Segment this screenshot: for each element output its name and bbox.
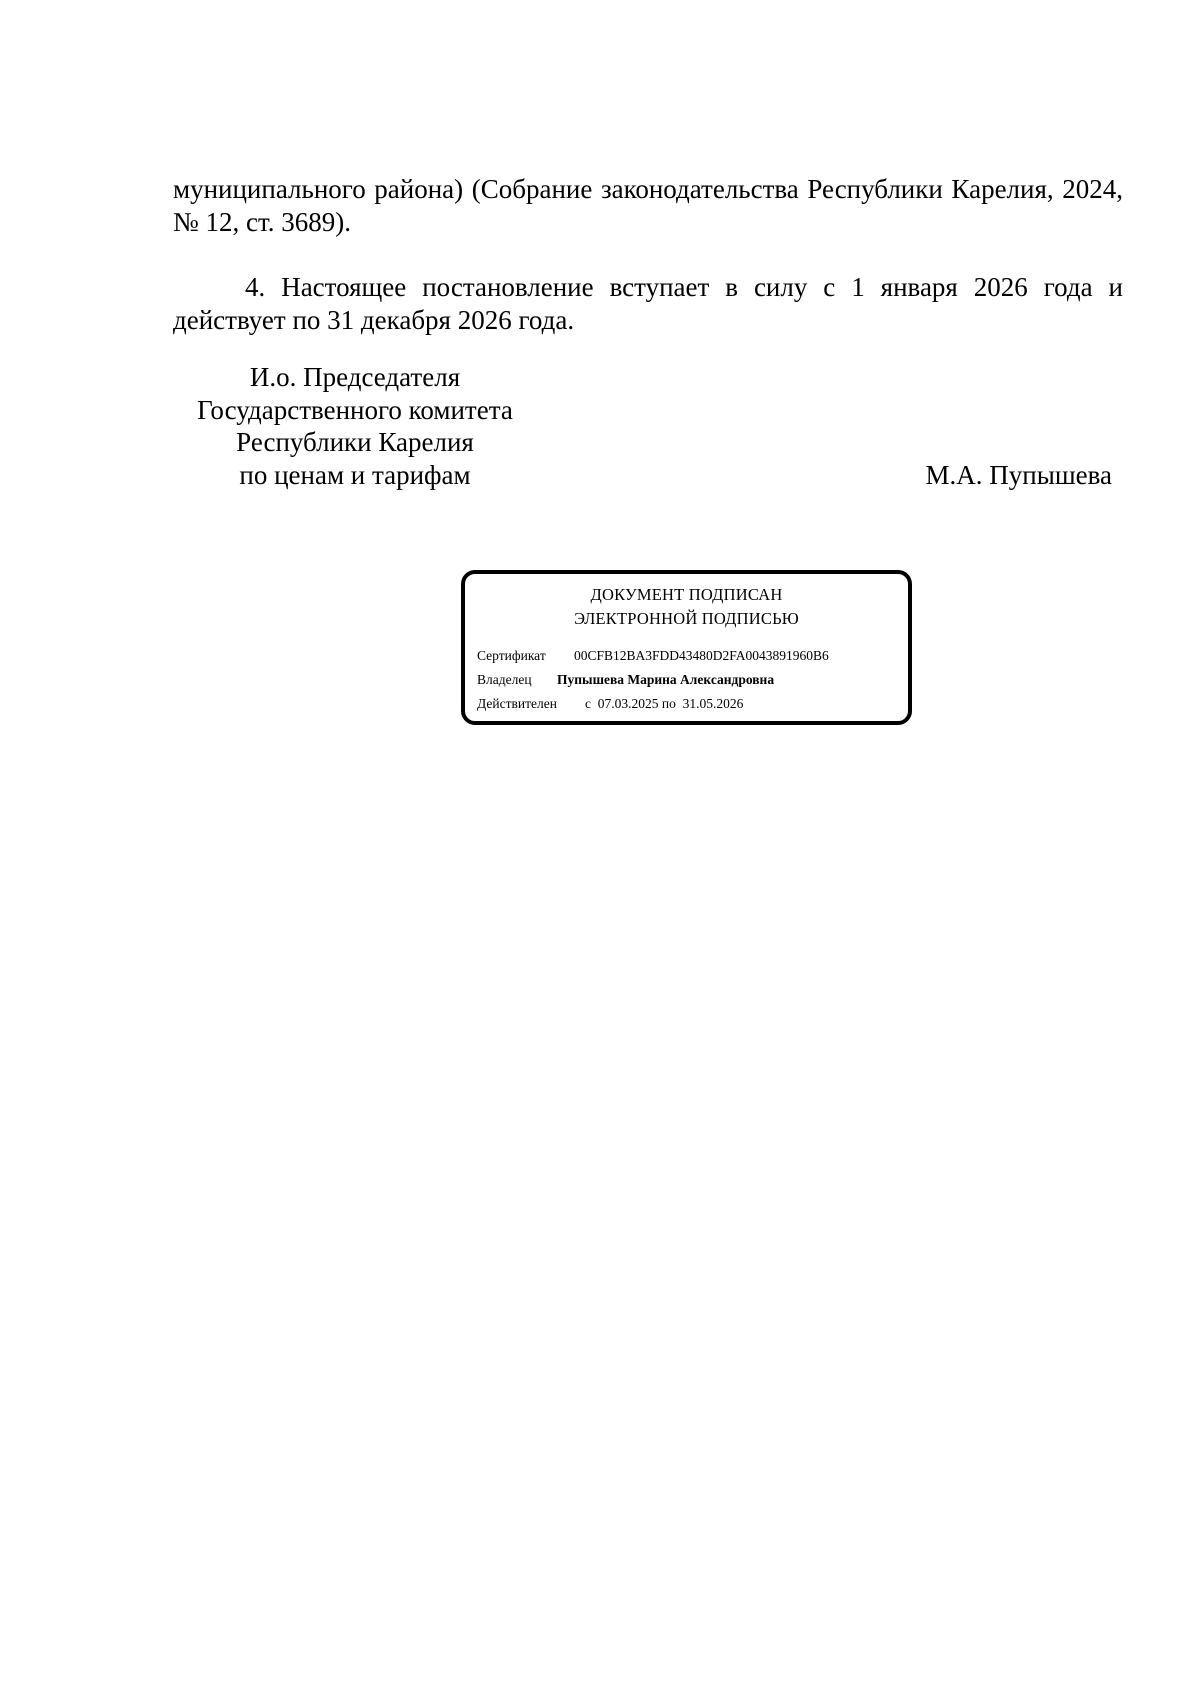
signer-name: М.А. Пупышева [925, 460, 1112, 490]
validity-label: Действителен [477, 696, 557, 711]
signer-position-line: Государственного комитета [197, 394, 513, 425]
signer-position-line: Республики Карелия [236, 427, 474, 457]
owner-label: Владелец [477, 672, 532, 687]
signer-position-line: по ценам и тарифам [239, 459, 471, 490]
signer-position-line: И.о. Председателя [249, 362, 461, 392]
stamp-validity-row [477, 696, 743, 712]
stamp-title-line: ЭЛЕКТРОННОЙ ПОДПИСЬЮ [574, 609, 799, 628]
paragraph-effective-date: 4. Настоящее постановление вступает в силу с 1 января 2026 года и действует по 31 декабря 2026 года. [173, 272, 1123, 335]
owner-value: Пупышева Марина Александровна [557, 672, 775, 687]
validity-value: с 07.03.2025 по 31.05.2026 [585, 696, 744, 711]
electronic-signature-stamp [461, 570, 912, 725]
certificate-value: 00CFB12BA3FDD43480D2FA0043891960B6 [574, 648, 829, 663]
stamp-owner-row [477, 672, 774, 688]
stamp-certificate-row [477, 648, 829, 664]
stamp-title-line: ДОКУМЕНТ ПОДПИСАН [590, 585, 783, 604]
paragraph-continuation: муниципального района) (Собрание законодательства Республики Карелия, 2024, № 12, ст. 3689). [173, 174, 1123, 237]
stamp-title [465, 583, 908, 631]
certificate-label: Сертификат [477, 648, 546, 663]
signer-position [170, 361, 540, 491]
